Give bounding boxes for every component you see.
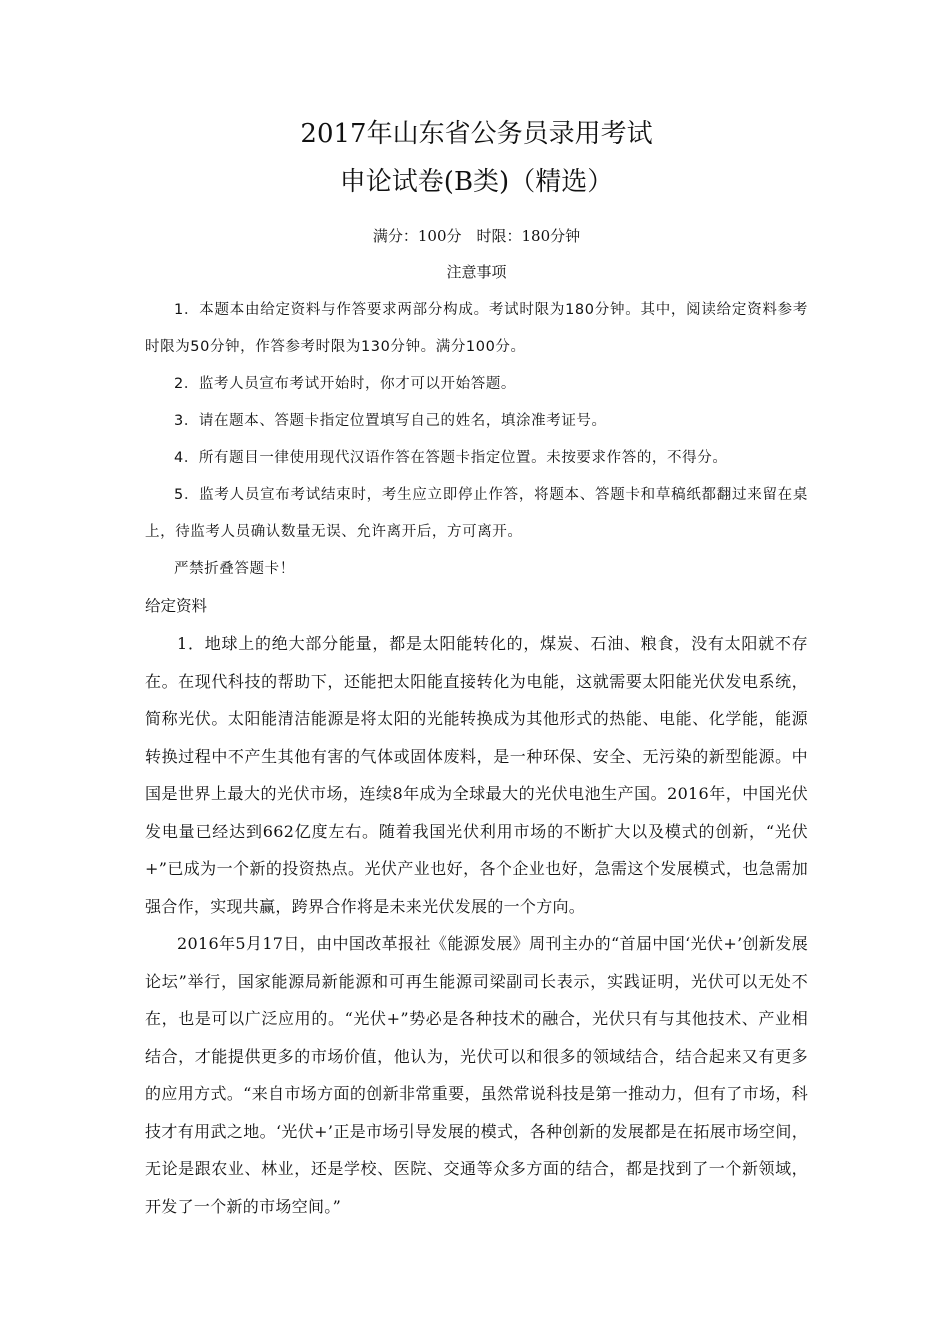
notice-item-2: 2．监考人员宣布考试开始时，你才可以开始答题。 xyxy=(174,376,517,392)
notice-list xyxy=(145,292,808,588)
notice-item-3: 3．请在题本、答题卡指定位置填写自己的姓名，填涂准考证号。 xyxy=(174,413,607,429)
score-time-info: 满分：100分 时限：180分钟 xyxy=(372,227,581,245)
exam-title: 2017年山东省公务员录用考试 xyxy=(300,119,653,149)
exam-subtitle: 申论试卷(B类)（精选） xyxy=(339,167,614,197)
notice-item-5: 5．监考人员宣布考试结束时，考生应立即停止作答，将题本、答题卡和草稿纸都翻过来留在桌上，待监考人员确认数量无误、允许离开后，方可离开。 xyxy=(145,487,808,540)
document-content xyxy=(145,112,808,1225)
material-paragraph-1: 1．地球上的绝大部分能量，都是太阳能转化的，煤炭、石油、粮食，没有太阳就不存在。在现代科技的帮助下，还能把太阳能直接转化为电能，这就需要太阳能光伏发电系统，简称光伏。太阳能清洁能源是将太阳的光能转换成为其他形式的热能、电能、化学能，能源转换过程中不产生其他有害的气体或固体废料，是一种环保、安全、无污染的新型能源。中国是世界上最大的光伏市场，连续8年成为全球最大的光伏电池生产国。2016年，中国光伏发电量已经达到662亿度左右。随着我国光伏利用市场的不断扩大以及模式的创新，“光伏+”已成为一个新的投资热点。光伏产业也好，各个企业也好，急需这个发展模式，也急需加强合作，实现共赢，跨界合作将是未来光伏发展的一个方向。 xyxy=(145,634,808,916)
notice-heading: 注意事项 xyxy=(446,263,507,281)
no-fold-warning: 严禁折叠答题卡！ xyxy=(174,561,295,577)
notice-item-4: 4．所有题目一律使用现代汉语作答在答题卡指定位置。未按要求作答的，不得分。 xyxy=(174,450,728,466)
material-paragraph-2: 2016年5月17日，由中国改革报社《能源发展》周刊主办的“首届中国‘光伏+’创新发展论坛”举行，国家能源局新能源和可再生能源司梁副司长表示，实践证明，光伏可以无处不在，也是可以广泛应用的。“光伏+”势必是各种技术的融合，光伏只有与其他技术、产业相结合，才能提供更多的市场价值，他认为，光伏可以和很多的领域结合，结合起来又有更多的应用方式。“来自市场方面的创新非常重要，虽然常说科技是第一推动力，但有了市场，科技才有用武之地。‘光伏+’正是市场引导发展的模式，各种创新的发展都是在拓展市场空间，无论是跟农业、林业，还是学校、医院、交通等众多方面的结合，都是找到了一个新领域，开发了一个新的市场空间。” xyxy=(145,934,808,1216)
notice-item-1: 1．本题本由给定资料与作答要求两部分构成。考试时限为180分钟。其中，阅读给定资料参考时限为50分钟，作答参考时限为130分钟。满分100分。 xyxy=(145,302,808,355)
section-heading: 给定资料 xyxy=(145,597,208,615)
